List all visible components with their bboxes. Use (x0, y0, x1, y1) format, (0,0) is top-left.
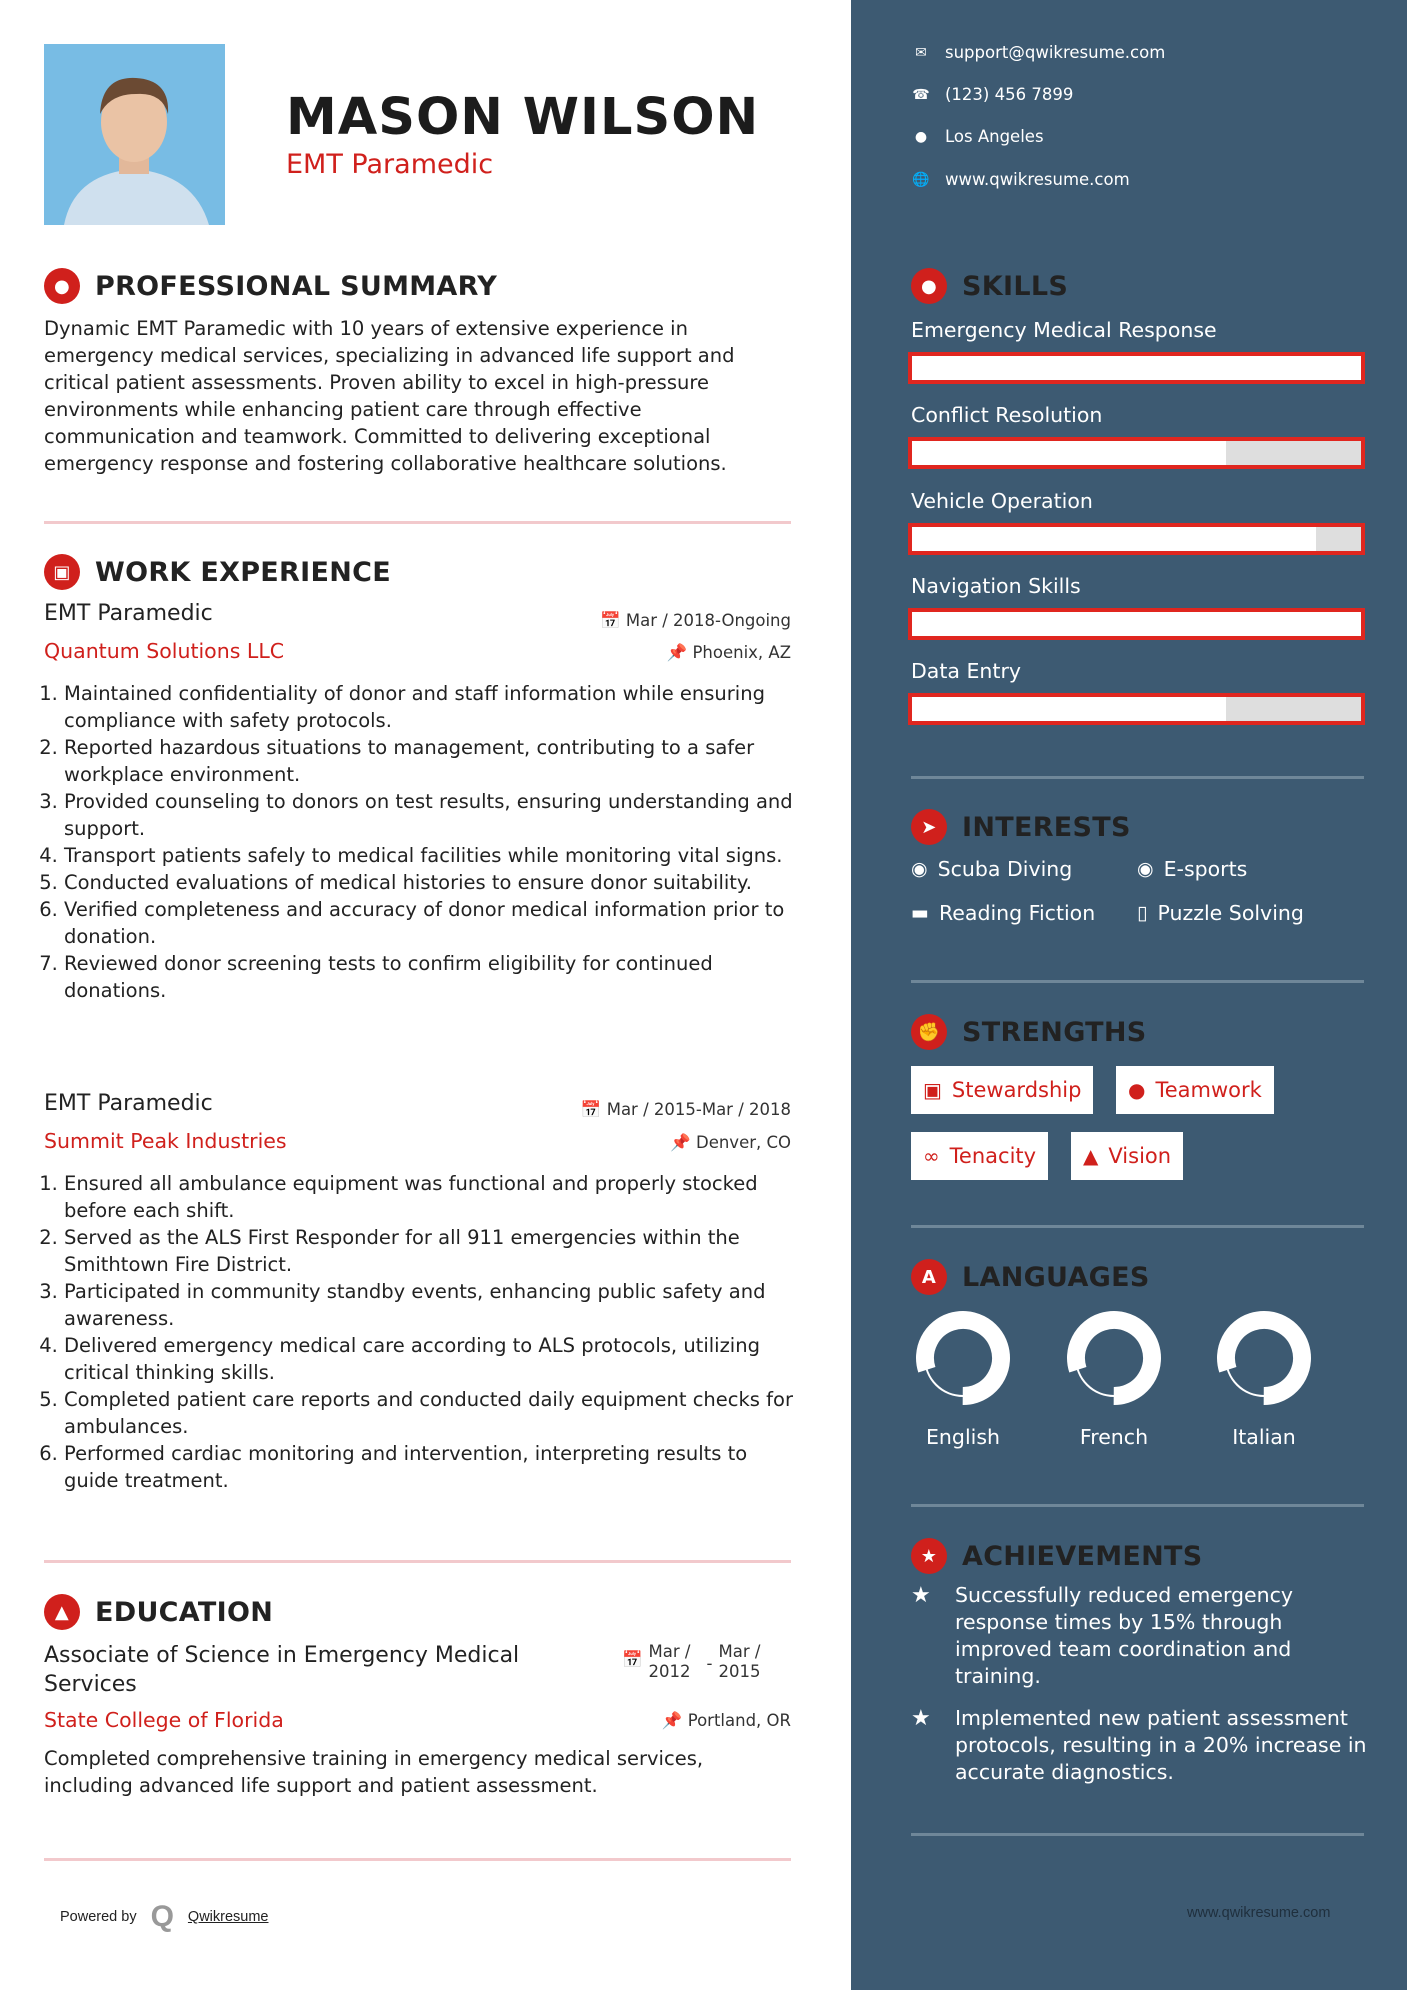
link-icon: ∞ (923, 1144, 940, 1168)
achievement-item (911, 1705, 1371, 1786)
list-item: 3. Participated in community standby events, enhancing public safety and awareness. (64, 1278, 794, 1332)
pin-icon: 📌 (666, 643, 693, 662)
interest-item (1137, 857, 1247, 881)
divider (44, 1858, 791, 1861)
skill-label: Vehicle Operation (911, 489, 1093, 513)
qwikresume-logo-icon: Q (150, 1900, 174, 1933)
job-location-text: Denver, CO (695, 1133, 791, 1152)
interest-label: Scuba Diving (937, 857, 1073, 881)
list-item: 6. Verified completeness and accuracy of donor medical information prior to donation. (64, 896, 794, 950)
fist-icon: ✊ (911, 1014, 947, 1050)
achievement-item (911, 1582, 1371, 1690)
education-heading-text: EDUCATION (95, 1596, 274, 1628)
candidate-name: MASON WILSON (286, 88, 760, 147)
donut-fill (1066, 1310, 1162, 1406)
strength-badge (1071, 1132, 1183, 1180)
language-donut (1214, 1308, 1314, 1408)
skill-label: Conflict Resolution (911, 403, 1103, 427)
globe-icon: 🌐 (912, 171, 930, 188)
language-label: French (1079, 1425, 1149, 1449)
languages-heading (911, 1259, 1150, 1295)
list-item: 2. Served as the ALS First Responder for all 911 emergencies within the Smithtown Fire District. (64, 1224, 794, 1278)
contact-location (911, 127, 1044, 146)
summary-heading (44, 268, 497, 304)
language-donut (1064, 1308, 1164, 1408)
divider (44, 1560, 791, 1563)
date-separator: - (706, 1654, 713, 1673)
binoculars-icon: ▲ (1083, 1144, 1099, 1168)
experience-heading-text: WORK EXPERIENCE (95, 556, 391, 588)
contact-text: www.qwikresume.com (945, 170, 1130, 189)
education-start: Mar / 2012 (648, 1642, 691, 1681)
education-heading (44, 1594, 273, 1630)
experience-heading (44, 554, 391, 590)
graduate-icon: ▲ (44, 1594, 80, 1630)
star-badge-icon: ★ (911, 1538, 947, 1574)
job-company: Summit Peak Industries (44, 1129, 287, 1153)
job-company: Quantum Solutions LLC (44, 639, 285, 663)
divider (911, 1833, 1364, 1836)
contact-text: Los Angeles (945, 127, 1044, 146)
list-item: 6. Performed cardiac monitoring and intervention, interpreting results to guide treatment. (64, 1440, 794, 1494)
user-icon: ● (44, 268, 80, 304)
contact-website[interactable] (911, 170, 1130, 189)
strength-label: Teamwork (1155, 1078, 1262, 1102)
interest-item (911, 901, 1095, 925)
strength-badge (911, 1066, 1093, 1114)
divider (911, 1225, 1364, 1228)
skill-label: Navigation Skills (911, 574, 1081, 598)
skill-bar (908, 608, 1365, 640)
gamepad-icon: ▬ (911, 902, 929, 924)
education-location-text: Portland, OR (687, 1711, 791, 1730)
education-text: Completed comprehensive training in emergency medical services, including advanced life support and patient assessment. (44, 1747, 704, 1797)
job-duties (44, 680, 794, 1004)
powered-by-text: Powered by (60, 1909, 137, 1925)
strength-badge (1116, 1066, 1274, 1114)
education-end: Mar / 2015 (718, 1642, 761, 1681)
profile-photo (44, 44, 225, 225)
skill-bar (908, 437, 1365, 469)
skill-bar (908, 523, 1365, 555)
list-item: 1. Maintained confidentiality of donor and staff information while ensuring compliance with safety protocols. (64, 680, 794, 734)
job-title: EMT Paramedic (44, 1091, 213, 1116)
strengths-heading-text: STRENGTHS (962, 1016, 1147, 1048)
skills-heading (911, 268, 1068, 304)
briefcase-icon: ▣ (923, 1078, 942, 1102)
strength-badge (911, 1132, 1048, 1180)
job-date-text: Mar / 2018-Ongoing (625, 611, 791, 630)
strength-label: Stewardship (951, 1078, 1082, 1102)
achievements-heading (911, 1538, 1203, 1574)
education-dates (622, 1642, 771, 1682)
divider (911, 1504, 1364, 1507)
pin-icon: 📌 (661, 1711, 688, 1730)
users-icon: ● (1128, 1078, 1146, 1102)
job-title: EMT Paramedic (44, 601, 213, 626)
skill-bar (908, 352, 1365, 384)
interest-item (911, 857, 1072, 881)
interest-label: Puzzle Solving (1157, 901, 1304, 925)
divider (911, 980, 1364, 983)
footer-url[interactable]: www.qwikresume.com (1187, 1905, 1331, 1921)
job-duties (44, 1170, 794, 1494)
interest-label: Reading Fiction (938, 901, 1096, 925)
skill-bar-fill (912, 356, 1361, 380)
skill-bar-fill (912, 527, 1316, 551)
summary-heading-text: PROFESSIONAL SUMMARY (95, 270, 498, 302)
book-icon: ▯ (1137, 902, 1148, 924)
star-icon: ★ (911, 1706, 931, 1731)
candidate-title: EMT Paramedic (286, 149, 494, 180)
divider (911, 776, 1364, 779)
language-icon: A (911, 1259, 947, 1295)
skill-bar (908, 693, 1365, 725)
phone-icon: ☎ (912, 86, 930, 103)
skill-label: Data Entry (911, 659, 1022, 683)
envelope-icon: ✉ (915, 44, 927, 61)
summary-text: Dynamic EMT Paramedic with 10 years of extensive experience in emergency medical services, specializing in advanced life support and critical patient assessments. Proven ability to excel in high-pressure environments while enhancing patient care through effective communication and teamwork. Committed to delivering exceptional emergency response and fostering collaborative healthcare solutions. (44, 317, 735, 475)
map-marker-icon: ● (914, 128, 928, 145)
lightbulb-icon: ● (911, 268, 947, 304)
powered-by (60, 1900, 269, 1934)
strength-label: Vision (1108, 1144, 1172, 1168)
degree: Associate of Science in Emergency Medical Services (44, 1643, 520, 1697)
contact-email[interactable] (911, 43, 1165, 62)
contact-text: (123) 456 7899 (945, 85, 1074, 104)
qwikresume-link[interactable]: Qwikresume (187, 1909, 269, 1925)
calendar-icon: 📅 (580, 1100, 607, 1119)
list-item: 3. Provided counseling to donors on test results, ensuring understanding and support. (64, 788, 794, 842)
languages-heading-text: LANGUAGES (962, 1261, 1150, 1293)
skills-heading-text: SKILLS (962, 270, 1069, 302)
donut-fill (915, 1310, 1011, 1406)
job-location (667, 643, 791, 663)
skill-bar-fill (912, 441, 1226, 465)
job-location-text: Phoenix, AZ (692, 643, 791, 662)
list-item: 4. Transport patients safely to medical facilities while monitoring vital signs. (64, 842, 794, 869)
job-date-text: Mar / 2015-Mar / 2018 (606, 1100, 791, 1119)
pin-icon: 📌 (670, 1133, 696, 1152)
job-date (581, 1100, 791, 1120)
divider (44, 521, 791, 524)
list-item: 5. Completed patient care reports and conducted daily equipment checks for ambulances. (64, 1386, 794, 1440)
strength-label: Tenacity (949, 1144, 1037, 1168)
interest-item (1137, 901, 1304, 925)
list-item: 4. Delivered emergency medical care according to ALS protocols, utilizing critical thinking skills. (64, 1332, 794, 1386)
star-icon: ★ (911, 1583, 931, 1608)
achievement-text: Implemented new patient assessment protocols, resulting in a 20% increase in accurate diagnostics. (955, 1706, 1367, 1784)
school: State College of Florida (44, 1708, 284, 1732)
strengths-heading (911, 1014, 1147, 1050)
list-item: 1. Ensured all ambulance equipment was functional and properly stocked before each shift. (64, 1170, 794, 1224)
contact-text: support@qwikresume.com (945, 43, 1166, 62)
life-ring-icon: ◉ (911, 858, 928, 880)
interests-heading (911, 809, 1131, 845)
job-date (600, 611, 791, 631)
skill-label: Emergency Medical Response (911, 318, 1217, 342)
education-location (662, 1711, 791, 1731)
briefcase-icon: ▣ (44, 554, 80, 590)
language-label: Italian (1232, 1425, 1296, 1449)
calendar-icon: 📅 (600, 611, 626, 630)
paper-plane-icon: ➤ (911, 809, 947, 845)
job-location (670, 1133, 791, 1153)
achievement-text: Successfully reduced emergency response times by 15% through improved team coordination and training. (955, 1583, 1294, 1688)
donut-fill (1216, 1310, 1312, 1406)
calendar-icon: 📅 (622, 1650, 643, 1669)
language-donut (913, 1308, 1013, 1408)
contact-phone (911, 85, 1073, 104)
interest-label: E-sports (1163, 857, 1248, 881)
list-item: 2. Reported hazardous situations to management, contributing to a safer workplace environment. (64, 734, 794, 788)
list-item: 5. Conducted evaluations of medical histories to ensure donor suitability. (64, 869, 794, 896)
language-label: English (925, 1425, 1001, 1449)
list-item: 7. Reviewed donor screening tests to confirm eligibility for continued donations. (64, 950, 794, 1004)
skill-bar-fill (912, 612, 1361, 636)
achievements-heading-text: ACHIEVEMENTS (962, 1540, 1203, 1572)
life-ring-icon: ◉ (1137, 858, 1154, 880)
interests-heading-text: INTERESTS (962, 811, 1131, 843)
skill-bar-fill (912, 697, 1226, 721)
